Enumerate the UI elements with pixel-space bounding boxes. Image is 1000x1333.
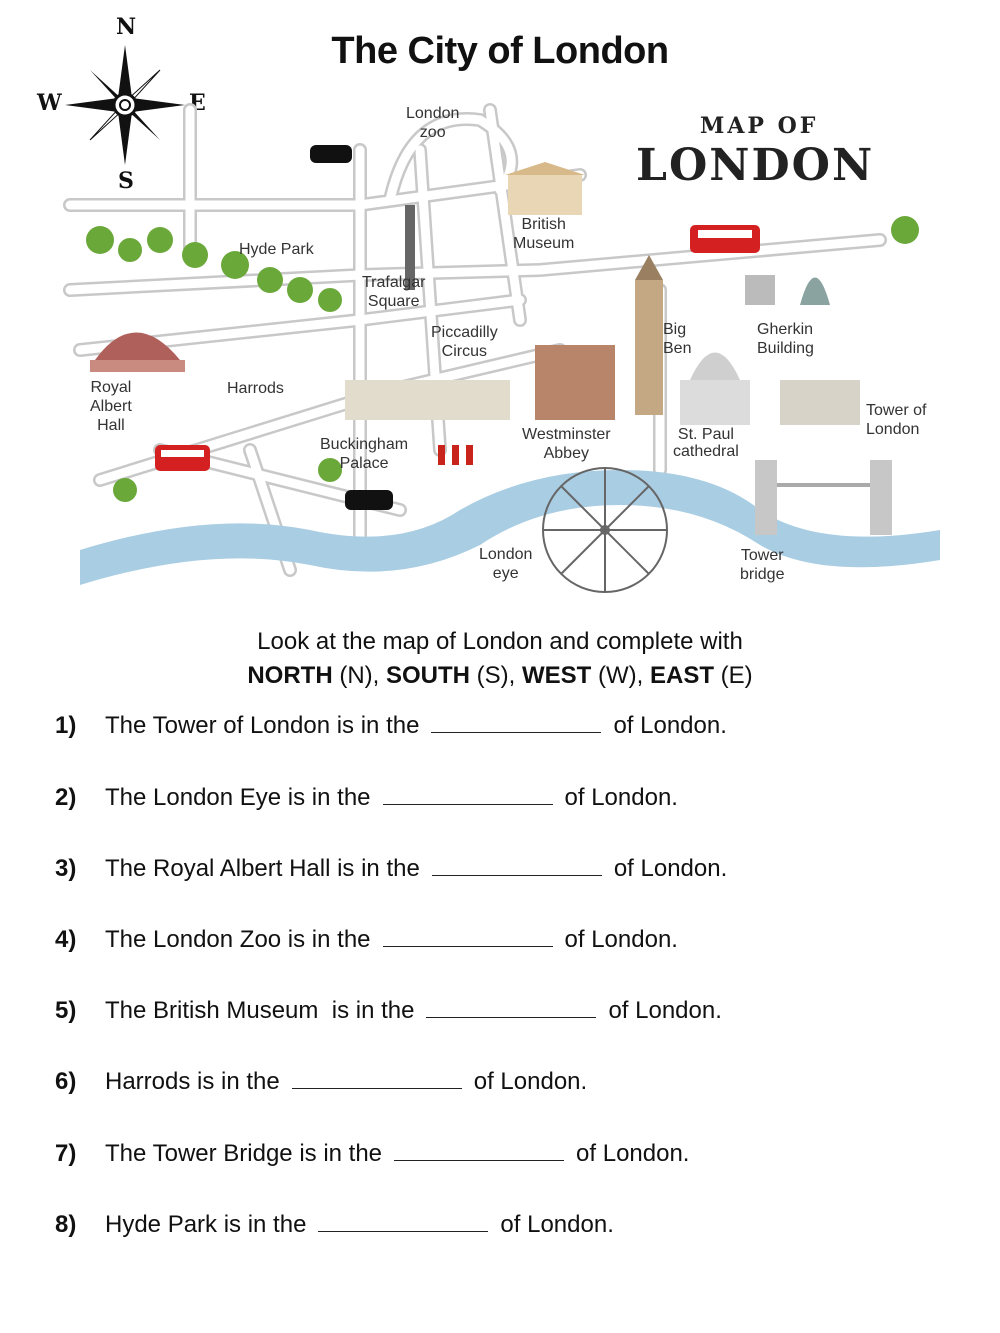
- direction-south-abbr: (S),: [476, 662, 516, 689]
- instructions: [0, 625, 1000, 693]
- question-4: [55, 926, 678, 954]
- answer-blank[interactable]: [383, 784, 553, 805]
- question-text: The London Zoo is in the: [105, 926, 371, 953]
- direction-south: SOUTH: [385, 662, 470, 689]
- question-6: [55, 1068, 587, 1096]
- question-text: The British Museum is in the: [105, 997, 415, 1024]
- direction-west: WEST: [522, 662, 592, 689]
- question-2: [55, 784, 678, 812]
- question-suffix: of London.: [608, 997, 722, 1024]
- question-suffix: of London.: [613, 712, 727, 739]
- question-5: [55, 997, 722, 1025]
- question-8: [55, 1211, 614, 1239]
- question-text: Hyde Park is in the: [105, 1211, 307, 1238]
- question-number: 6): [55, 1068, 77, 1095]
- question-text: Harrods is in the: [105, 1068, 280, 1095]
- london-eye-icon: [543, 468, 667, 592]
- question-text: The London Eye is in the: [105, 784, 371, 811]
- map-label-big-ben: Big Ben: [663, 321, 692, 357]
- tower-of-london-icon: [780, 380, 860, 425]
- map-label-tower-of-london: Tower of London: [866, 402, 927, 438]
- question-number: 8): [55, 1211, 77, 1238]
- red-bus-icon: [155, 445, 210, 471]
- gherkin-icon: [745, 275, 830, 305]
- question-7: [55, 1140, 689, 1168]
- direction-east-abbr: (E): [720, 662, 753, 689]
- compass-west-label: W: [37, 90, 62, 116]
- map-brand-main: LONDON: [636, 140, 875, 191]
- answer-blank[interactable]: [292, 1068, 462, 1089]
- london-map: [60, 90, 950, 600]
- map-label-buckingham-palace: Buckingham Palace: [320, 436, 409, 472]
- map-label-london-zoo: London zoo: [406, 105, 460, 141]
- red-bus-icon: [690, 225, 760, 253]
- answer-blank[interactable]: [432, 855, 602, 876]
- map-label-harrods: Harrods: [227, 380, 284, 397]
- map-label-gherkin: Gherkin Building: [757, 321, 814, 357]
- direction-west-abbr: (W),: [598, 662, 644, 689]
- question-number: 7): [55, 1140, 77, 1167]
- question-suffix: of London.: [564, 784, 678, 811]
- question-suffix: of London.: [576, 1140, 690, 1167]
- westminster-abbey-icon: [535, 345, 615, 420]
- question-number: 2): [55, 784, 77, 811]
- black-cab-icon: [345, 490, 393, 510]
- map-label-hyde-park: Hyde Park: [239, 241, 314, 258]
- page-title: The City of London: [331, 30, 669, 72]
- question-text: The Tower Bridge is in the: [105, 1140, 383, 1167]
- question-suffix: of London.: [473, 1068, 588, 1095]
- st-paul-cathedral-icon: [680, 353, 750, 426]
- question-number: 5): [55, 997, 77, 1024]
- question-text: The Royal Albert Hall is in the: [105, 855, 420, 882]
- direction-east: EAST: [649, 662, 714, 689]
- question-text: The Tower of London is in the: [105, 712, 420, 739]
- question-suffix: of London.: [500, 1211, 614, 1238]
- map-brand-top: MAP OF: [700, 113, 819, 139]
- compass-south-label: S: [118, 168, 134, 194]
- map-label-tower-bridge: Tower bridge: [740, 547, 785, 583]
- answer-blank[interactable]: [383, 926, 553, 947]
- map-label-royal-albert-hall: Royal Albert Hall: [90, 379, 132, 434]
- question-number: 1): [55, 712, 77, 739]
- compass-east-label: E: [189, 90, 206, 116]
- map-label-london-eye: London eye: [479, 546, 533, 582]
- answer-blank[interactable]: [394, 1140, 564, 1161]
- question-suffix: of London.: [613, 855, 728, 882]
- royal-guards-icon: [438, 445, 473, 465]
- map-label-british-museum: British Museum: [513, 216, 575, 252]
- instructions-line1: Look at the map of London and complete with: [257, 628, 743, 655]
- direction-north-abbr: (N),: [339, 662, 380, 689]
- map-label-westminster-abbey: Westminster Abbey: [522, 426, 611, 462]
- question-3: [55, 855, 727, 883]
- question-number: 4): [55, 926, 77, 953]
- compass-north-label: N: [116, 14, 137, 40]
- map-label-trafalgar-square: Trafalgar Square: [362, 274, 426, 310]
- question-1: [55, 712, 727, 740]
- answer-blank[interactable]: [431, 712, 601, 733]
- buckingham-palace-icon: [345, 380, 510, 420]
- answer-blank[interactable]: [318, 1211, 488, 1232]
- question-number: 3): [55, 855, 77, 882]
- map-label-piccadilly-circus: Piccadilly Circus: [431, 324, 498, 360]
- map-label-st-paul-cathedral: St. Paul cathedral: [673, 426, 739, 460]
- question-suffix: of London.: [564, 926, 678, 953]
- tower-bridge-icon: [755, 460, 892, 535]
- direction-north: NORTH: [247, 662, 333, 689]
- big-ben-icon: [635, 255, 663, 415]
- instructions-line2: [0, 659, 1000, 693]
- black-cab-icon: [310, 145, 352, 163]
- answer-blank[interactable]: [426, 997, 596, 1018]
